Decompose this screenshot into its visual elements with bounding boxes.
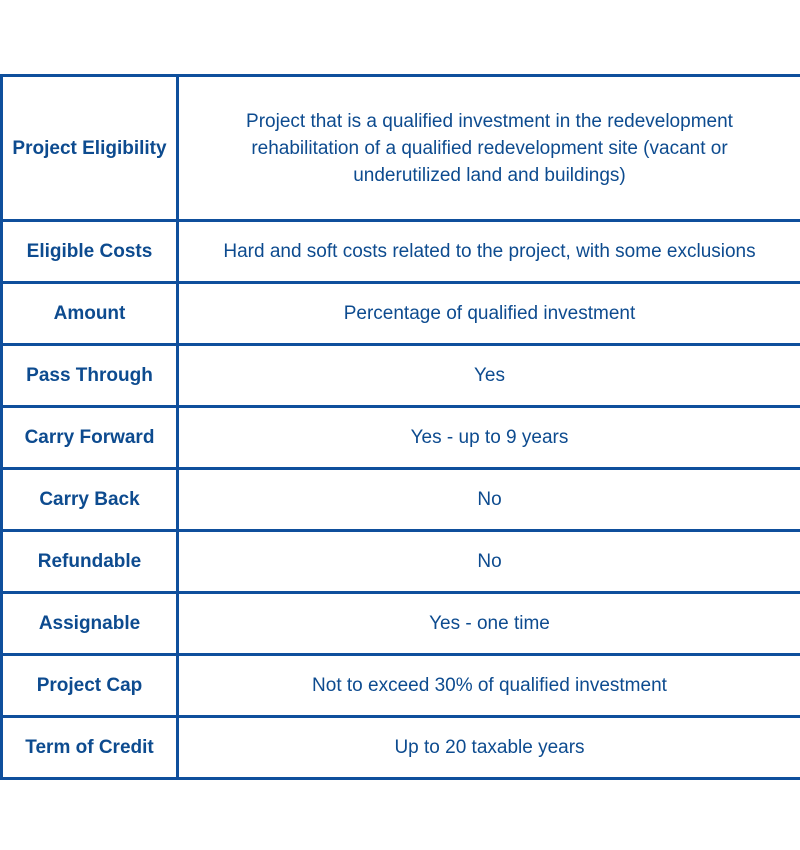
- row-label-term-of-credit: Term of Credit: [2, 717, 178, 779]
- table-row-assignable: [2, 593, 800, 655]
- row-value-assignable: Yes - one time: [178, 593, 800, 655]
- row-value-carry-back: No: [178, 469, 800, 531]
- row-value-amount: Percentage of qualified investment: [178, 283, 800, 345]
- row-label-project-eligibility: Project Eligibility: [2, 76, 178, 221]
- credit-summary-table: [0, 74, 800, 780]
- row-label-amount: Amount: [2, 283, 178, 345]
- row-label-carry-forward: Carry Forward: [2, 407, 178, 469]
- row-value-pass-through: Yes: [178, 345, 800, 407]
- row-value-project-eligibility: Project that is a qualified investment in the redevelopment rehabilitation of a qualified redevelopment site (vacant or underutilized land and buildings): [178, 76, 800, 221]
- table-row-project-cap: [2, 655, 800, 717]
- row-value-term-of-credit: Up to 20 taxable years: [178, 717, 800, 779]
- row-label-pass-through: Pass Through: [2, 345, 178, 407]
- table-row-refundable: [2, 531, 800, 593]
- row-label-eligible-costs: Eligible Costs: [2, 221, 178, 283]
- table-row-term-of-credit: [2, 717, 800, 779]
- row-label-refundable: Refundable: [2, 531, 178, 593]
- row-value-eligible-costs: Hard and soft costs related to the project, with some exclusions: [178, 221, 800, 283]
- table-row-project-eligibility: [2, 76, 800, 221]
- row-label-assignable: Assignable: [2, 593, 178, 655]
- table-row-pass-through: [2, 345, 800, 407]
- table-row-eligible-costs: [2, 221, 800, 283]
- credit-summary-table-container: [0, 74, 800, 780]
- row-value-project-cap: Not to exceed 30% of qualified investment: [178, 655, 800, 717]
- table-row-carry-back: [2, 469, 800, 531]
- table-row-amount: [2, 283, 800, 345]
- row-value-carry-forward: Yes - up to 9 years: [178, 407, 800, 469]
- table-row-carry-forward: [2, 407, 800, 469]
- row-label-carry-back: Carry Back: [2, 469, 178, 531]
- row-value-refundable: No: [178, 531, 800, 593]
- row-label-project-cap: Project Cap: [2, 655, 178, 717]
